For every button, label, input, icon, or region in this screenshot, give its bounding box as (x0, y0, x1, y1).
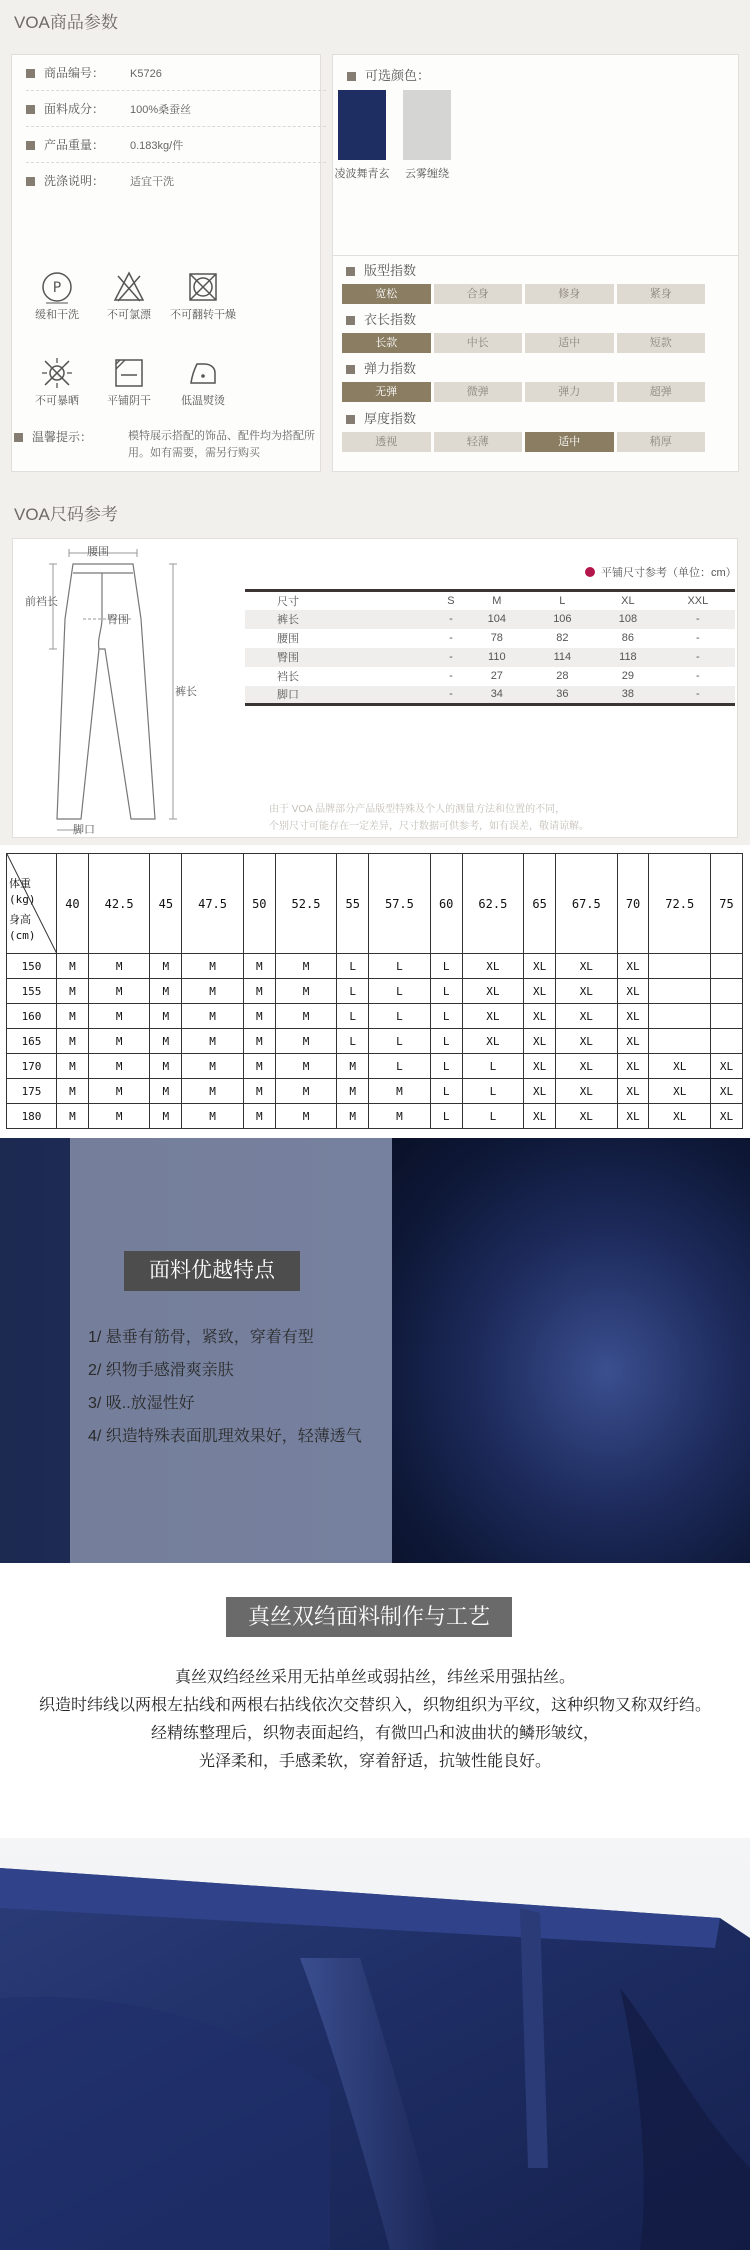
table-row: 臀围 - 110 114 118 - (245, 648, 735, 667)
height-weight-size-chart (6, 853, 743, 1129)
size-disclaimer: 由于 VOA 品牌部分产品版型特殊及个人的测量方法和位置的不同， 个别尺寸可能存在一定差异，尺寸数据可供参考，如有误差，敬请谅解。 (269, 804, 589, 832)
size-cell: XL (524, 954, 556, 979)
index-option: 轻薄 (434, 432, 523, 452)
size-cell: M (88, 1004, 150, 1029)
care-item: 不可翻转干燥 (166, 270, 240, 322)
table-row (7, 954, 743, 979)
size-cell: XL (556, 1054, 618, 1079)
index-option: 透视 (342, 432, 431, 452)
table-row (7, 1004, 743, 1029)
size-cell: M (57, 1104, 89, 1129)
table-row: 尺寸 S M L XL XXL (245, 591, 735, 610)
size-cell: XL (617, 1054, 649, 1079)
table-row (7, 1054, 743, 1079)
size-cell: M (275, 1054, 337, 1079)
index-option: 微弹 (434, 382, 523, 402)
size-title: VOA尺码参考 (14, 505, 118, 524)
weight-header: 70 (617, 854, 649, 954)
size-cell: M (243, 979, 275, 1004)
weight-header: 52.5 (275, 854, 337, 954)
size-cell: XL (524, 1104, 556, 1129)
table-row (7, 1104, 743, 1129)
size-cell: XL (711, 1079, 743, 1104)
size-cell (649, 954, 711, 979)
size-cell (649, 1029, 711, 1054)
size-cell: XL (711, 1104, 743, 1129)
size-cell: M (150, 979, 182, 1004)
size-cell: M (337, 1079, 369, 1104)
size-cell: XL (617, 1079, 649, 1104)
size-cell: M (57, 979, 89, 1004)
weight-header: 65 (524, 854, 556, 954)
size-cell: M (150, 1054, 182, 1079)
index-option: 超弹 (617, 382, 706, 402)
size-cell: M (57, 1079, 89, 1104)
craft-line: 经精练整理后，织物表面起绉，有微凹凸和波曲状的鳞形皱纹， (150, 1725, 599, 1742)
chart-corner-cell: 体重(kg) 身高(cm) (7, 854, 57, 954)
size-cell: M (275, 979, 337, 1004)
fabric-point: 2/ 织物手感滑爽亲肤 (88, 1362, 234, 1379)
craft-line: 光泽柔和，手感柔软，穿着舒适，抗皱性能良好。 (198, 1753, 551, 1770)
weight-header: 75 (711, 854, 743, 954)
size-cell: M (182, 1029, 244, 1054)
size-cell: XL (556, 954, 618, 979)
fit-index-row (342, 284, 705, 304)
size-cell (649, 1004, 711, 1029)
height-header: 160 (7, 1004, 57, 1029)
size-cell (711, 979, 743, 1004)
size-cell: L (462, 1079, 524, 1104)
size-cell: XL (556, 1079, 618, 1104)
no-bleach-icon (112, 270, 146, 304)
height-header: 170 (7, 1054, 57, 1079)
flat-size-note: 平铺尺寸参考（单位：cm） (585, 564, 737, 580)
size-cell: XL (556, 1104, 618, 1129)
size-cell: XL (462, 979, 524, 1004)
size-cell: M (88, 954, 150, 979)
size-cell: M (243, 1079, 275, 1104)
size-cell: M (150, 1004, 182, 1029)
size-cell: XL (617, 1004, 649, 1029)
diagram-label-rise: 前裆长 (25, 596, 58, 608)
size-cell: XL (556, 979, 618, 1004)
param-row: 商品编号： K5726 (26, 55, 326, 91)
weight-header: 45 (150, 854, 182, 954)
size-cell: L (430, 1054, 462, 1079)
fabric-point: 4/ 织造特殊表面肌理效果好，轻薄透气 (88, 1428, 362, 1445)
low-iron-icon (186, 356, 220, 390)
pants-closeup-photo (0, 1838, 750, 2250)
index-option: 适中 (525, 432, 614, 452)
size-cell: XL (524, 1029, 556, 1054)
size-cell (649, 979, 711, 1004)
size-cell: L (430, 1004, 462, 1029)
diagram-label-waist: 腰围 (87, 546, 109, 558)
table-row (7, 1029, 743, 1054)
size-cell: L (369, 954, 431, 979)
param-row: 面料成分： 100%桑蚕丝 (26, 91, 326, 127)
table-row: 裆长 - 27 28 29 - (277, 670, 700, 683)
weight-header: 62.5 (462, 854, 524, 954)
size-cell: L (462, 1054, 524, 1079)
table-row (7, 979, 743, 1004)
colors-label: 可选颜色： (347, 65, 430, 84)
size-cell (711, 954, 743, 979)
size-reference-section (0, 500, 750, 845)
index-option: 紧身 (617, 284, 706, 304)
size-cell: XL (617, 979, 649, 1004)
size-cell: L (430, 979, 462, 1004)
svg-text:P: P (52, 280, 62, 296)
weight-header: 40 (57, 854, 89, 954)
size-cell: M (182, 979, 244, 1004)
weight-header: 47.5 (182, 854, 244, 954)
fabric-features-banner (0, 1138, 750, 1563)
size-cell: M (275, 1079, 337, 1104)
size-cell: L (337, 1004, 369, 1029)
size-cell: M (369, 1104, 431, 1129)
weight-header: 55 (337, 854, 369, 954)
no-tumble-dry-icon (186, 270, 220, 304)
size-cell: M (150, 954, 182, 979)
index-option: 适中 (525, 333, 614, 353)
index-option: 长款 (342, 333, 431, 353)
silk-fabric-image (392, 1138, 750, 1563)
size-cell: M (275, 954, 337, 979)
size-cell: XL (524, 1004, 556, 1029)
product-params-section: VOA商品参数 商品编号： K5726 面料成分： 100%桑蚕丝 产品重量： 0.183kg/件 洗涤说明： 适宜干洗 P 缓和干洗 不可氯漂 不可翻转干燥 不可暴晒 平铺阴干 低温熨烫 温馨提示： 模特展示搭配的饰品、配件均为搭配所用。如有需要，需另行购买 可选颜色： 凌波舞青玄 云雾缠绕 版型指数 宽松 合身 修身 紧身 衣长指数 长款 中长 适中 短款 弹力指数 无弹 微弹 弹力 超弹 厚度指数 透视 轻薄 适中 稍厚 (0, 0, 750, 500)
size-cell: M (150, 1029, 182, 1054)
index-title: 厚度指数 (346, 408, 416, 427)
care-item: 低温熨烫 (166, 356, 240, 408)
size-cell (711, 1029, 743, 1054)
size-cell: M (88, 1054, 150, 1079)
table-row: 裤长 - 104 106 108 - (245, 610, 735, 629)
size-cell: M (182, 1054, 244, 1079)
thickness-index-row (342, 432, 705, 452)
height-header: 155 (7, 979, 57, 1004)
size-cell: M (275, 1029, 337, 1054)
size-cell (711, 1004, 743, 1029)
size-cell: M (150, 1079, 182, 1104)
diagram-label-hip: 臀围 (107, 614, 129, 626)
height-header: 175 (7, 1079, 57, 1104)
size-cell: XL (524, 1054, 556, 1079)
stretch-index-row (342, 382, 705, 402)
size-cell: M (275, 1104, 337, 1129)
craft-line: 真丝双绉经丝采用无拈单丝或弱拈丝，纬丝采用强拈丝。 (174, 1669, 575, 1686)
size-cell: M (182, 1079, 244, 1104)
size-cell: L (369, 979, 431, 1004)
size-cell: M (337, 1104, 369, 1129)
table-row: 脚口 - 34 36 38 - (245, 686, 735, 705)
table-row (7, 854, 743, 954)
dry-clean-icon (40, 270, 74, 304)
size-cell: XL (462, 1029, 524, 1054)
craft-heading: 真丝双绉面料制作与工艺 (226, 1597, 512, 1637)
fabric-point: 1/ 悬垂有筋骨，紧致，穿着有型 (88, 1329, 314, 1346)
weight-header: 42.5 (88, 854, 150, 954)
arrow-circle-icon (585, 567, 595, 577)
table-row (7, 1079, 743, 1104)
index-title: 版型指数 (346, 260, 416, 279)
care-item: 不可暴晒 (20, 356, 94, 408)
size-cell: M (88, 1104, 150, 1129)
index-option: 弹力 (525, 382, 614, 402)
size-cell: M (369, 1079, 431, 1104)
size-cell: M (88, 979, 150, 1004)
no-sun-dry-icon (40, 356, 74, 390)
size-cell: L (430, 954, 462, 979)
size-cell: L (369, 1029, 431, 1054)
size-cell: L (462, 1104, 524, 1129)
size-cell: M (275, 1004, 337, 1029)
size-cell: XL (556, 1004, 618, 1029)
size-cell: M (337, 1054, 369, 1079)
weight-header: 50 (243, 854, 275, 954)
length-index-row (342, 333, 705, 353)
size-cell: L (337, 954, 369, 979)
size-cell: XL (617, 954, 649, 979)
weight-header: 72.5 (649, 854, 711, 954)
index-title: 弹力指数 (346, 358, 416, 377)
weight-header: 57.5 (369, 854, 431, 954)
weight-header: 67.5 (556, 854, 618, 954)
size-cell: M (57, 1029, 89, 1054)
care-item: 不可氯漂 (92, 270, 166, 322)
text-overlay-panel (70, 1138, 392, 1563)
size-cell: M (243, 1004, 275, 1029)
color-name: 凌波舞青玄 (334, 168, 390, 180)
size-cell: XL (711, 1054, 743, 1079)
size-cell: XL (524, 1079, 556, 1104)
size-cell: M (88, 1079, 150, 1104)
index-option: 修身 (525, 284, 614, 304)
size-cell: M (182, 1004, 244, 1029)
size-cell: L (430, 1104, 462, 1129)
index-option: 合身 (434, 284, 523, 304)
index-option: 中长 (434, 333, 523, 353)
diagram-label-length: 裤长 (175, 686, 197, 698)
size-cell: L (369, 1004, 431, 1029)
size-panel (12, 538, 738, 838)
pants-diagram-icon (13, 539, 233, 839)
size-cell: M (243, 954, 275, 979)
size-cell: L (337, 979, 369, 1004)
index-option: 宽松 (342, 284, 431, 304)
param-row: 产品重量： 0.183kg/件 (26, 127, 326, 163)
index-title: 衣长指数 (346, 309, 416, 328)
size-cell: L (430, 1029, 462, 1054)
index-option: 无弹 (342, 382, 431, 402)
size-table (245, 589, 735, 706)
size-cell: L (430, 1079, 462, 1104)
size-cell: L (337, 1029, 369, 1054)
size-cell: XL (556, 1029, 618, 1054)
care-item: P 缓和干洗 (20, 270, 94, 322)
fabric-point: 3/ 吸..放湿性好 (88, 1395, 195, 1412)
color-swatch-grey[interactable] (403, 90, 451, 160)
size-cell: XL (617, 1104, 649, 1129)
weight-header: 60 (430, 854, 462, 954)
size-cell: XL (617, 1029, 649, 1054)
fabric-heading: 面料优越特点 (124, 1251, 300, 1291)
flat-dry-shade-icon (112, 356, 146, 390)
table-row: 腰围 - 78 82 86 - (277, 632, 700, 645)
size-cell: M (243, 1029, 275, 1054)
care-item: 平铺阴干 (92, 356, 166, 408)
size-cell: M (88, 1029, 150, 1054)
size-cell: XL (462, 1004, 524, 1029)
index-option: 短款 (617, 333, 706, 353)
size-cell: M (243, 1104, 275, 1129)
height-header: 165 (7, 1029, 57, 1054)
size-cell: M (57, 1004, 89, 1029)
size-cell: M (57, 954, 89, 979)
size-cell: M (150, 1104, 182, 1129)
size-cell: XL (649, 1104, 711, 1129)
size-cell: XL (462, 954, 524, 979)
craft-line: 织造时纬线以两根左拈线和两根右拈线依次交替织入，织物组织为平纹，这种织物又称双纡绉。 (38, 1697, 711, 1714)
size-cell: L (369, 1054, 431, 1079)
param-row: 洗涤说明： 适宜干洗 (26, 163, 326, 199)
color-name: 云雾缠绕 (405, 168, 449, 180)
height-header: 180 (7, 1104, 57, 1129)
size-cell: M (182, 1104, 244, 1129)
size-cell: M (243, 1054, 275, 1079)
size-cell: XL (649, 1054, 711, 1079)
diagram-label-hem: 脚口 (73, 824, 95, 836)
params-title: VOA商品参数 (14, 13, 118, 32)
size-cell: M (57, 1054, 89, 1079)
params-left-panel (11, 54, 321, 472)
height-header: 150 (7, 954, 57, 979)
size-cell: XL (524, 979, 556, 1004)
color-swatch-navy[interactable] (338, 90, 386, 160)
size-cell: XL (649, 1079, 711, 1104)
index-option: 稍厚 (617, 432, 706, 452)
size-cell: M (182, 954, 244, 979)
